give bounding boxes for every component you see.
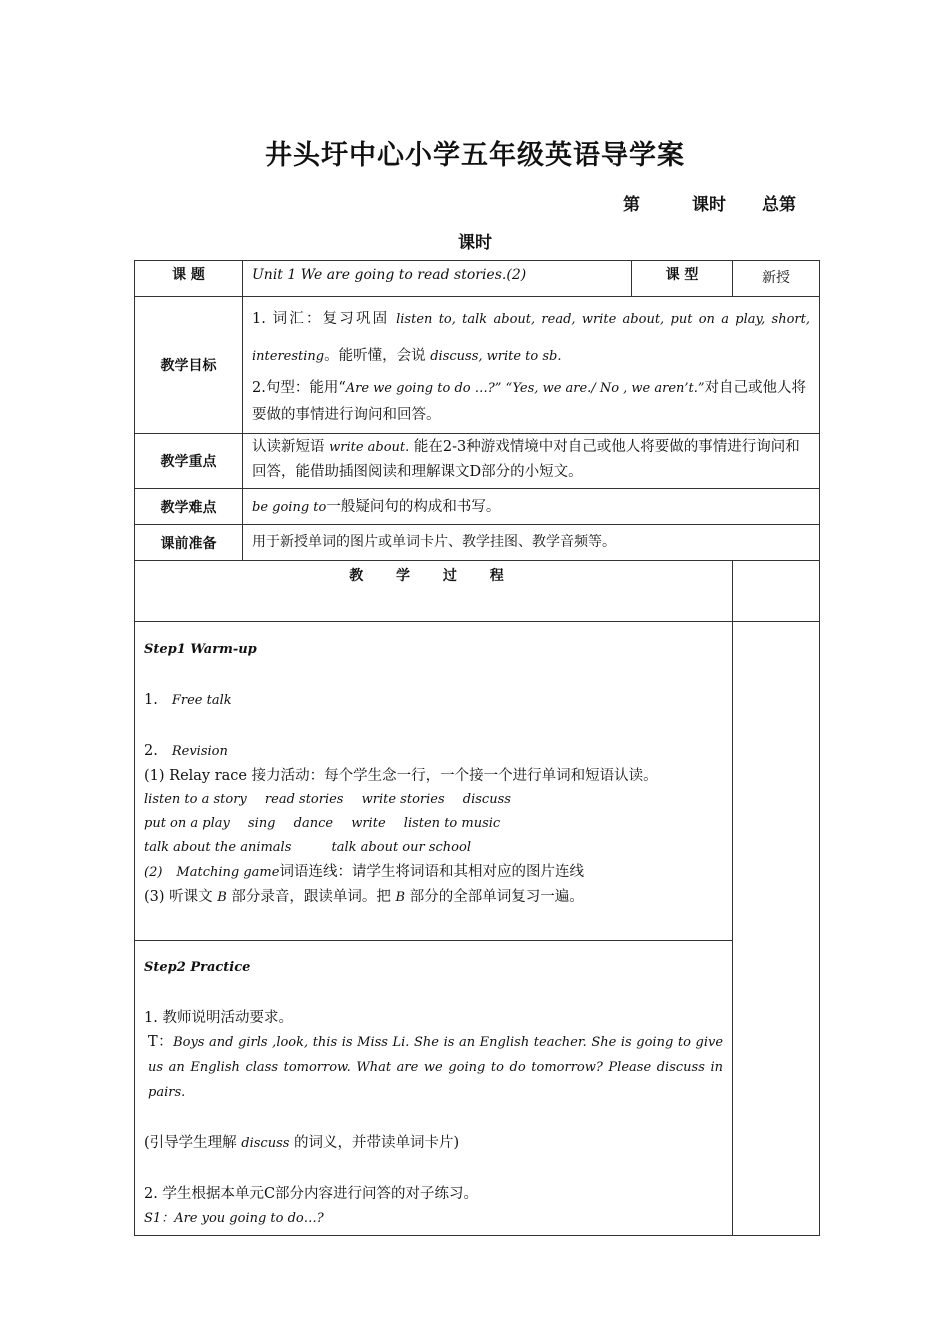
prep-content: 用于新授单词的图片或单词卡片、教学挂图、教学音频等。 — [243, 525, 820, 561]
s1-line: S1：Are you going to do…? — [144, 1211, 324, 1226]
discuss-note: (引导学生理解 discuss 的词义，并带读单词卡片) — [144, 1135, 460, 1151]
step2-row — [135, 941, 820, 1236]
goal-1: 1. 词汇：复习巩固 listen to, talk about, read, write about, put on a play, short, interesting。能听懂，会说 discuss, write to sb. — [252, 311, 810, 364]
goals-label: 教学目标 — [135, 297, 243, 434]
difficulty-content: be going to一般疑问句的构成和书写。 — [243, 489, 820, 525]
matching-game: (2) Matching game词语连线：请学生将词语和其相对应的图片连线 — [144, 864, 584, 880]
topic-label: 课 题 — [135, 261, 243, 297]
step1-title: Step1 Warm-up — [144, 642, 257, 657]
step2-item1: 1. 教师说明活动要求。 — [144, 1010, 293, 1026]
process-header-row — [135, 561, 820, 622]
lesson-zongdi: 总第 — [762, 195, 796, 215]
lesson-count-continued: 课时 — [458, 233, 492, 253]
key-label: 教学重点 — [135, 434, 243, 489]
goals-row — [135, 297, 820, 434]
type-label: 课 型 — [632, 261, 733, 297]
lesson-plan-table — [134, 260, 820, 1236]
prep-label: 课前准备 — [135, 525, 243, 561]
process-label: 教 学 过 程 — [135, 561, 733, 622]
process-side-cell — [733, 561, 820, 622]
step1-row — [135, 622, 820, 941]
step1-content — [135, 622, 733, 941]
type-value: 新授 — [733, 261, 820, 297]
page-title: 井头圩中心小学五年级英语导学案 — [265, 140, 685, 171]
lesson-count-line — [623, 190, 796, 215]
words-row-3: talk about the animals talk about our school — [144, 840, 471, 855]
step2-title: Step2 Practice — [144, 960, 251, 975]
relay-race: (1) Relay race 接力活动：每个学生念一行，一个接一个进行单词和短语认读。 — [144, 768, 658, 784]
step1-item2: 2. Revision — [144, 743, 228, 759]
key-content: 认读新短语 write about. 能在2-3种游戏情境中对自己或他人将要做的事情进行询问和回答，能借助插图阅读和理解课文D部分的小短文。 — [243, 434, 820, 489]
goals-content — [243, 297, 820, 434]
topic-value: Unit 1 We are going to read stories.(2) — [243, 261, 632, 297]
lesson-keshi: 课时 — [692, 195, 726, 215]
words-row-2: put on a play sing dance write listen to music — [144, 816, 501, 831]
key-row — [135, 434, 820, 489]
difficulty-label: 教学难点 — [135, 489, 243, 525]
goal-2: 2.句型：能用“Are we going to do …?” “Yes, we are./ No , we aren’t.”对自己或他人将要做的事情进行询问和回答。 — [252, 380, 807, 423]
step1-item1: 1. Free talk — [144, 692, 232, 708]
lesson-di: 第 — [623, 195, 640, 215]
step2-item2: 2. 学生根据本单元C部分内容进行问答的对子练习。 — [144, 1186, 479, 1202]
step2-content — [135, 941, 733, 1236]
listen-repeat: (3) 听课文 B 部分录音，跟读单词。把 B 部分的全部单词复习一遍。 — [144, 889, 584, 905]
topic-row — [135, 261, 820, 297]
notes-side-cell — [733, 622, 820, 1236]
teacher-speech: T：Boys and girls ,look, this is Miss Li. She is an English teacher. She is going to give us an English class tomorrow. What are we going to do tomorrow? Please discuss in pairs. — [148, 1034, 724, 1100]
difficulty-row — [135, 489, 820, 525]
prep-row — [135, 525, 820, 561]
words-row-1: listen to a story read stories write stories discuss — [144, 792, 511, 807]
